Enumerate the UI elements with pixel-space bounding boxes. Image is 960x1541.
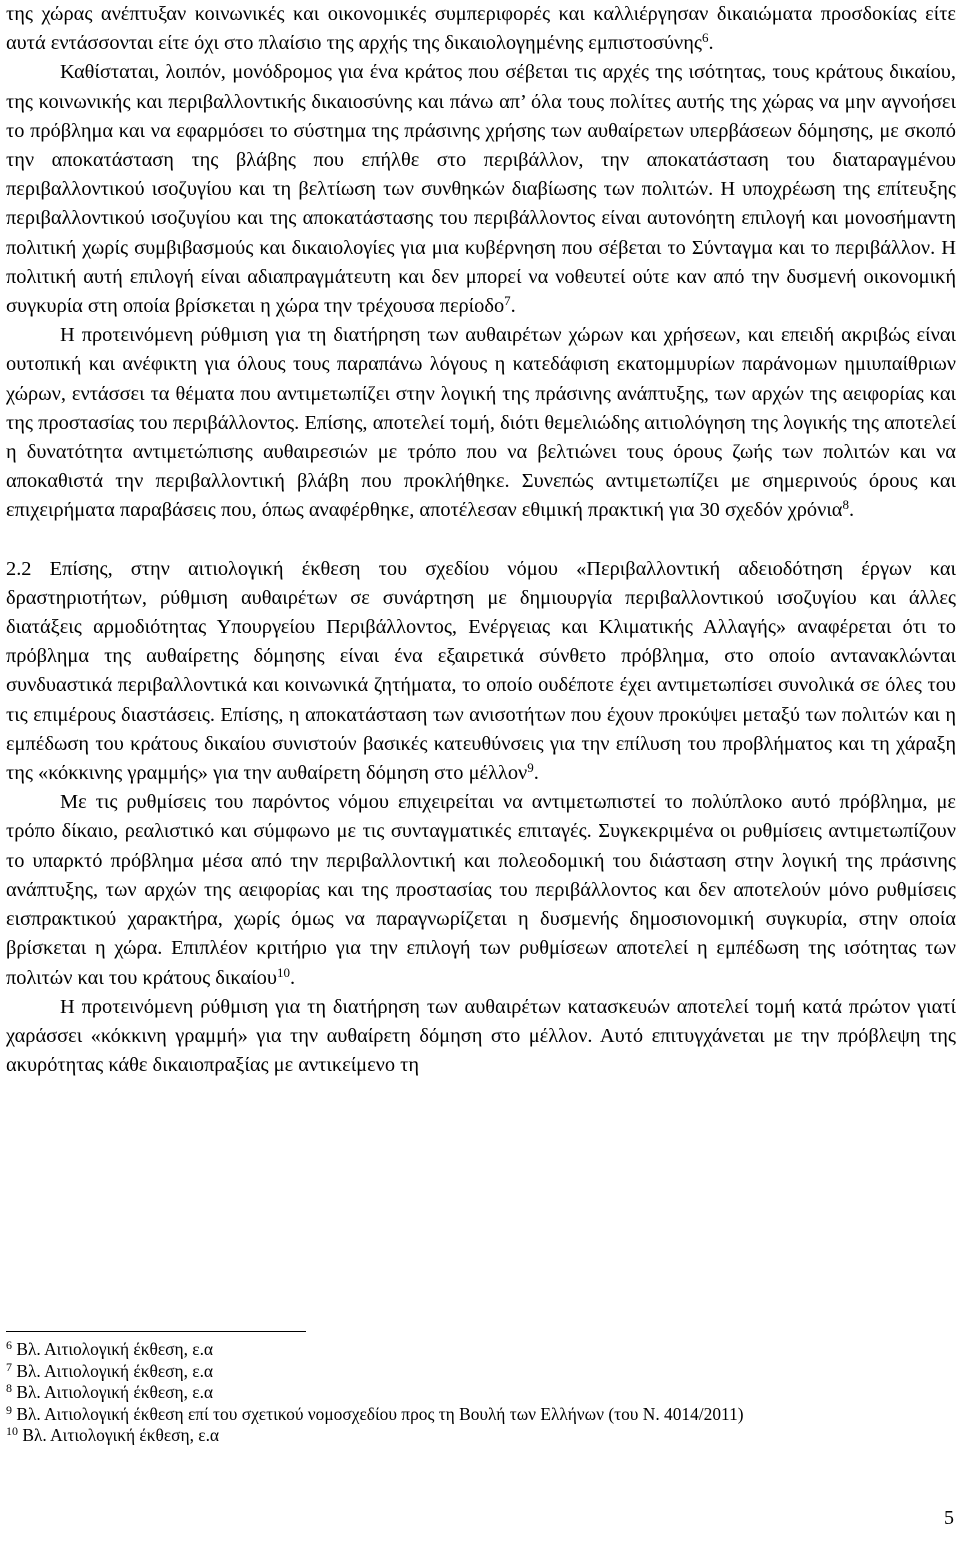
body-text <box>6 0 956 1080</box>
page-number: 5 <box>944 1507 954 1529</box>
footnote-text: Βλ. Αιτιολογική έκθεση, ε.α <box>16 1360 214 1381</box>
footnote <box>6 1425 956 1447</box>
paragraph-text: Με τις ρυθμίσεις του παρόντος νόμου επιχειρείται να αντιμετωπιστεί το πολύπλοκο αυτό πρόβλημα, με τρόπο δίκαιο, ρεαλιστικό και σύμφωνο με τις συνταγματικές επιταγές. Συγκεκριμένα οι ρυθμίσεις αντιμετωπίζουν το υπαρκτό πρόβλημα μέσα από την περιβαλλοντική και πολεοδομική του διάσταση στην λογική της πράσινης ανάπτυξης, των αρχών της αειφορίας και της προστασίας του περιβάλλοντος και δεν αποτελούν μόνο ρυθμίσεις εισπρακτικού χαρακτήρα, χωρίς όμως να παραγνωρίζεται η δυσμενής δημοσιονομική συγκυρία, στην οποία βρίσκεται η χώρα. Επιπλέον κριτήριο για την επιλογή των ρυθμίσεων αποτελεί η εμπέδωση της ισότητας των πολιτών και του κράτους δικαίου <box>6 791 956 989</box>
footnote-ref: 10 <box>276 964 290 980</box>
footnote-text: Βλ. Αιτιολογική έκθεση, ε.α <box>16 1382 214 1403</box>
footnote-ref: 9 <box>527 760 534 776</box>
footnote-number: 10 <box>6 1424 18 1439</box>
paragraph-end: . <box>510 295 516 318</box>
footnote-ref: 8 <box>842 497 849 513</box>
footnote-ref: 6 <box>701 30 709 46</box>
footnote <box>6 1404 956 1426</box>
paragraph-end: . <box>708 32 714 55</box>
paragraph-end: . <box>289 966 296 989</box>
footnote-divider <box>6 1331 306 1332</box>
paragraph-text: Καθίσταται, λοιπόν, μονόδρομος για ένα κράτος που σέβεται τις αρχές της ισότητας, τους κράτους δικαίου, της κοινωνικής και περιβαλλοντικής δικαιοσύνης και πάνω απ’ όλα τους πολίτες αυτής της χώρας να μην αγνοήσει το πρόβλημα και να εφαρμόσει το σύστημα της πράσινης χρήσης των αυθαίρετων υπερβάσεων δόμησης, με σκοπό την αποκατάσταση της βλάβης που επήλθε στο περιβάλλον, την αποκατάσταση του διαταραγμένου περιβαλλοντικού ισοζυγίου και τη βελτίωση των συνθηκών διαβίωσης των πολιτών. Η υποχρέωση της επίτευξης περιβαλλοντικού ισοζυγίου και της αποκατάστασης του περιβάλλοντος είναι αυτονόητη επιλογή και μονοσήμαντη πολιτική χωρίς συμβιβασμούς και δικαιολογίες για μια κυβέρνηση που σέβεται το Σύνταγμα και το περιβάλλον. Η πολιτική αυτή επιλογή είναι αδιαπραγμάτευτη και δεν μπορεί να νοθευτεί ούτε καν από την δυσμενή οικονομική συγκυρία στη οποία βρίσκεται η χώρα την τρέχουσα περίοδο <box>6 61 956 318</box>
footnote-number: 6 <box>6 1338 12 1352</box>
document-page <box>6 0 956 1446</box>
footnotes <box>6 1339 956 1447</box>
paragraph-text: Η προτεινόμενη ρύθμιση για τη διατήρηση των αυθαιρέτων χώρων και χρήσεων, και επειδή ακριβώς είναι ουτοπική και ανέφικτη για όλους τους παραπάνω λόγους η κατεδάφιση εκατομμυρίων παράνομων ημιυπαίθριων χώρων, εντάσσει τα θέματα που αντιμετωπίζει στην λογική της πράσινης ανάπτυξης, των αρχών της αειφορίας και της προστασίας του περιβάλλοντος. Επίσης, αποτελεί τομή, διότι θεμελιώδης αιτιολόγηση της λογικής της αποτελεί η δυνατότητα αντιμετώπισης αυθαιρεσιών με τρόπο που να βελτιώνει τους όρους ζωής των πολιτών και να αποκαθιστά την περιβαλλοντική βλάβη που προκλήθηκε. Συνεπώς αντιμετωπίζει με σημερινούς όρους και επιχειρήματα παραβάσεις που, όπως αναφέρθηκε, αποτέλεσαν εθιμική πρακτική για 30 σχεδόν χρόνια <box>6 324 956 522</box>
paragraph <box>6 993 956 1081</box>
paragraph-text: 2.2 Επίσης, στην αιτιολογική έκθεση του σχεδίου νόμου «Περιβαλλοντική αδειοδότηση έργων και δραστηριοτήτων, ρύθμιση αυθαιρέτων σε συνάρτηση με δημιουργία περιβαλλοντικού ισοζυγίου και άλλες διατάξεις αρμοδιότητας Υπουργείου Περιβάλλοντος, Ενέργειας και Κλιματικής Αλλαγής» αναφέρεται ότι το πρόβλημα της αυθαίρετης δόμησης είναι ένα εξαιρετικά σύνθετο πρόβλημα, στο οποίο αντανακλώνται συνδυαστικά περιβαλλοντικά και κοινωνικά ζητήματα, το οποίο ουδέποτε έχει αντιμετωπίσει συνολικά σε όλες του τις επιμέρους διαστάσεις. Επίσης, η αποκατάσταση των ανισοτήτων που έχουν προκύψει μεταξύ των πολιτών και η εμπέδωση του κράτους δικαίου συνιστούν βασικές κατευθύνσεις για την επίλυση του προβλήματος και τη χάραξη της «κόκκινης γραμμής» για την αυθαίρετη δόμηση στο μέλλον <box>6 557 956 785</box>
footnote-text: Βλ. Αιτιολογική έκθεση, ε.α <box>22 1425 220 1446</box>
footnote <box>6 1361 956 1383</box>
paragraph-end: . <box>533 762 539 785</box>
paragraph-text: Η προτεινόμενη ρύθμιση για τη διατήρηση των αυθαιρέτων κατασκευών αποτελεί τομή κατά πρώτον γιατί χαράσσει «κόκκινη γραμμή» για την αυθαίρετη δόμηση στο μέλλον. Αυτό επιτυγχάνεται με την πρόβλεψη της ακυρότητας κάθε δικαιοπραξίας με αντικείμενο τη <box>6 995 956 1077</box>
footnote-text: Βλ. Αιτιολογική έκθεση επί του σχετικού νομοσχεδίου προς τη Βουλή των Ελλήνων (του Ν. 4014/2011) <box>16 1403 744 1424</box>
paragraph-end: . <box>848 499 855 522</box>
section-paragraph <box>6 555 956 789</box>
footnote-number: 8 <box>6 1381 12 1396</box>
footnote-text: Βλ. Αιτιολογική έκθεση, ε.α <box>16 1339 214 1359</box>
paragraph-text: της χώρας ανέπτυξαν κοινωνικές και οικονομικές συμπεριφορές και καλλιέργησαν δικαιώματα προσδοκίας είτε αυτά εντάσσονται είτε όχι στο πλαίσιο της αρχής της δικαιολογημένης εμπιστοσύνης <box>6 3 956 55</box>
footnote <box>6 1382 956 1404</box>
footnote <box>6 1339 956 1361</box>
paragraph <box>6 321 956 525</box>
paragraph <box>6 58 956 321</box>
footnote-number: 7 <box>6 1359 12 1374</box>
footnote-number: 9 <box>6 1402 12 1417</box>
paragraph <box>6 788 956 992</box>
paragraph <box>6 0 956 58</box>
footnote-ref: 7 <box>504 293 511 309</box>
